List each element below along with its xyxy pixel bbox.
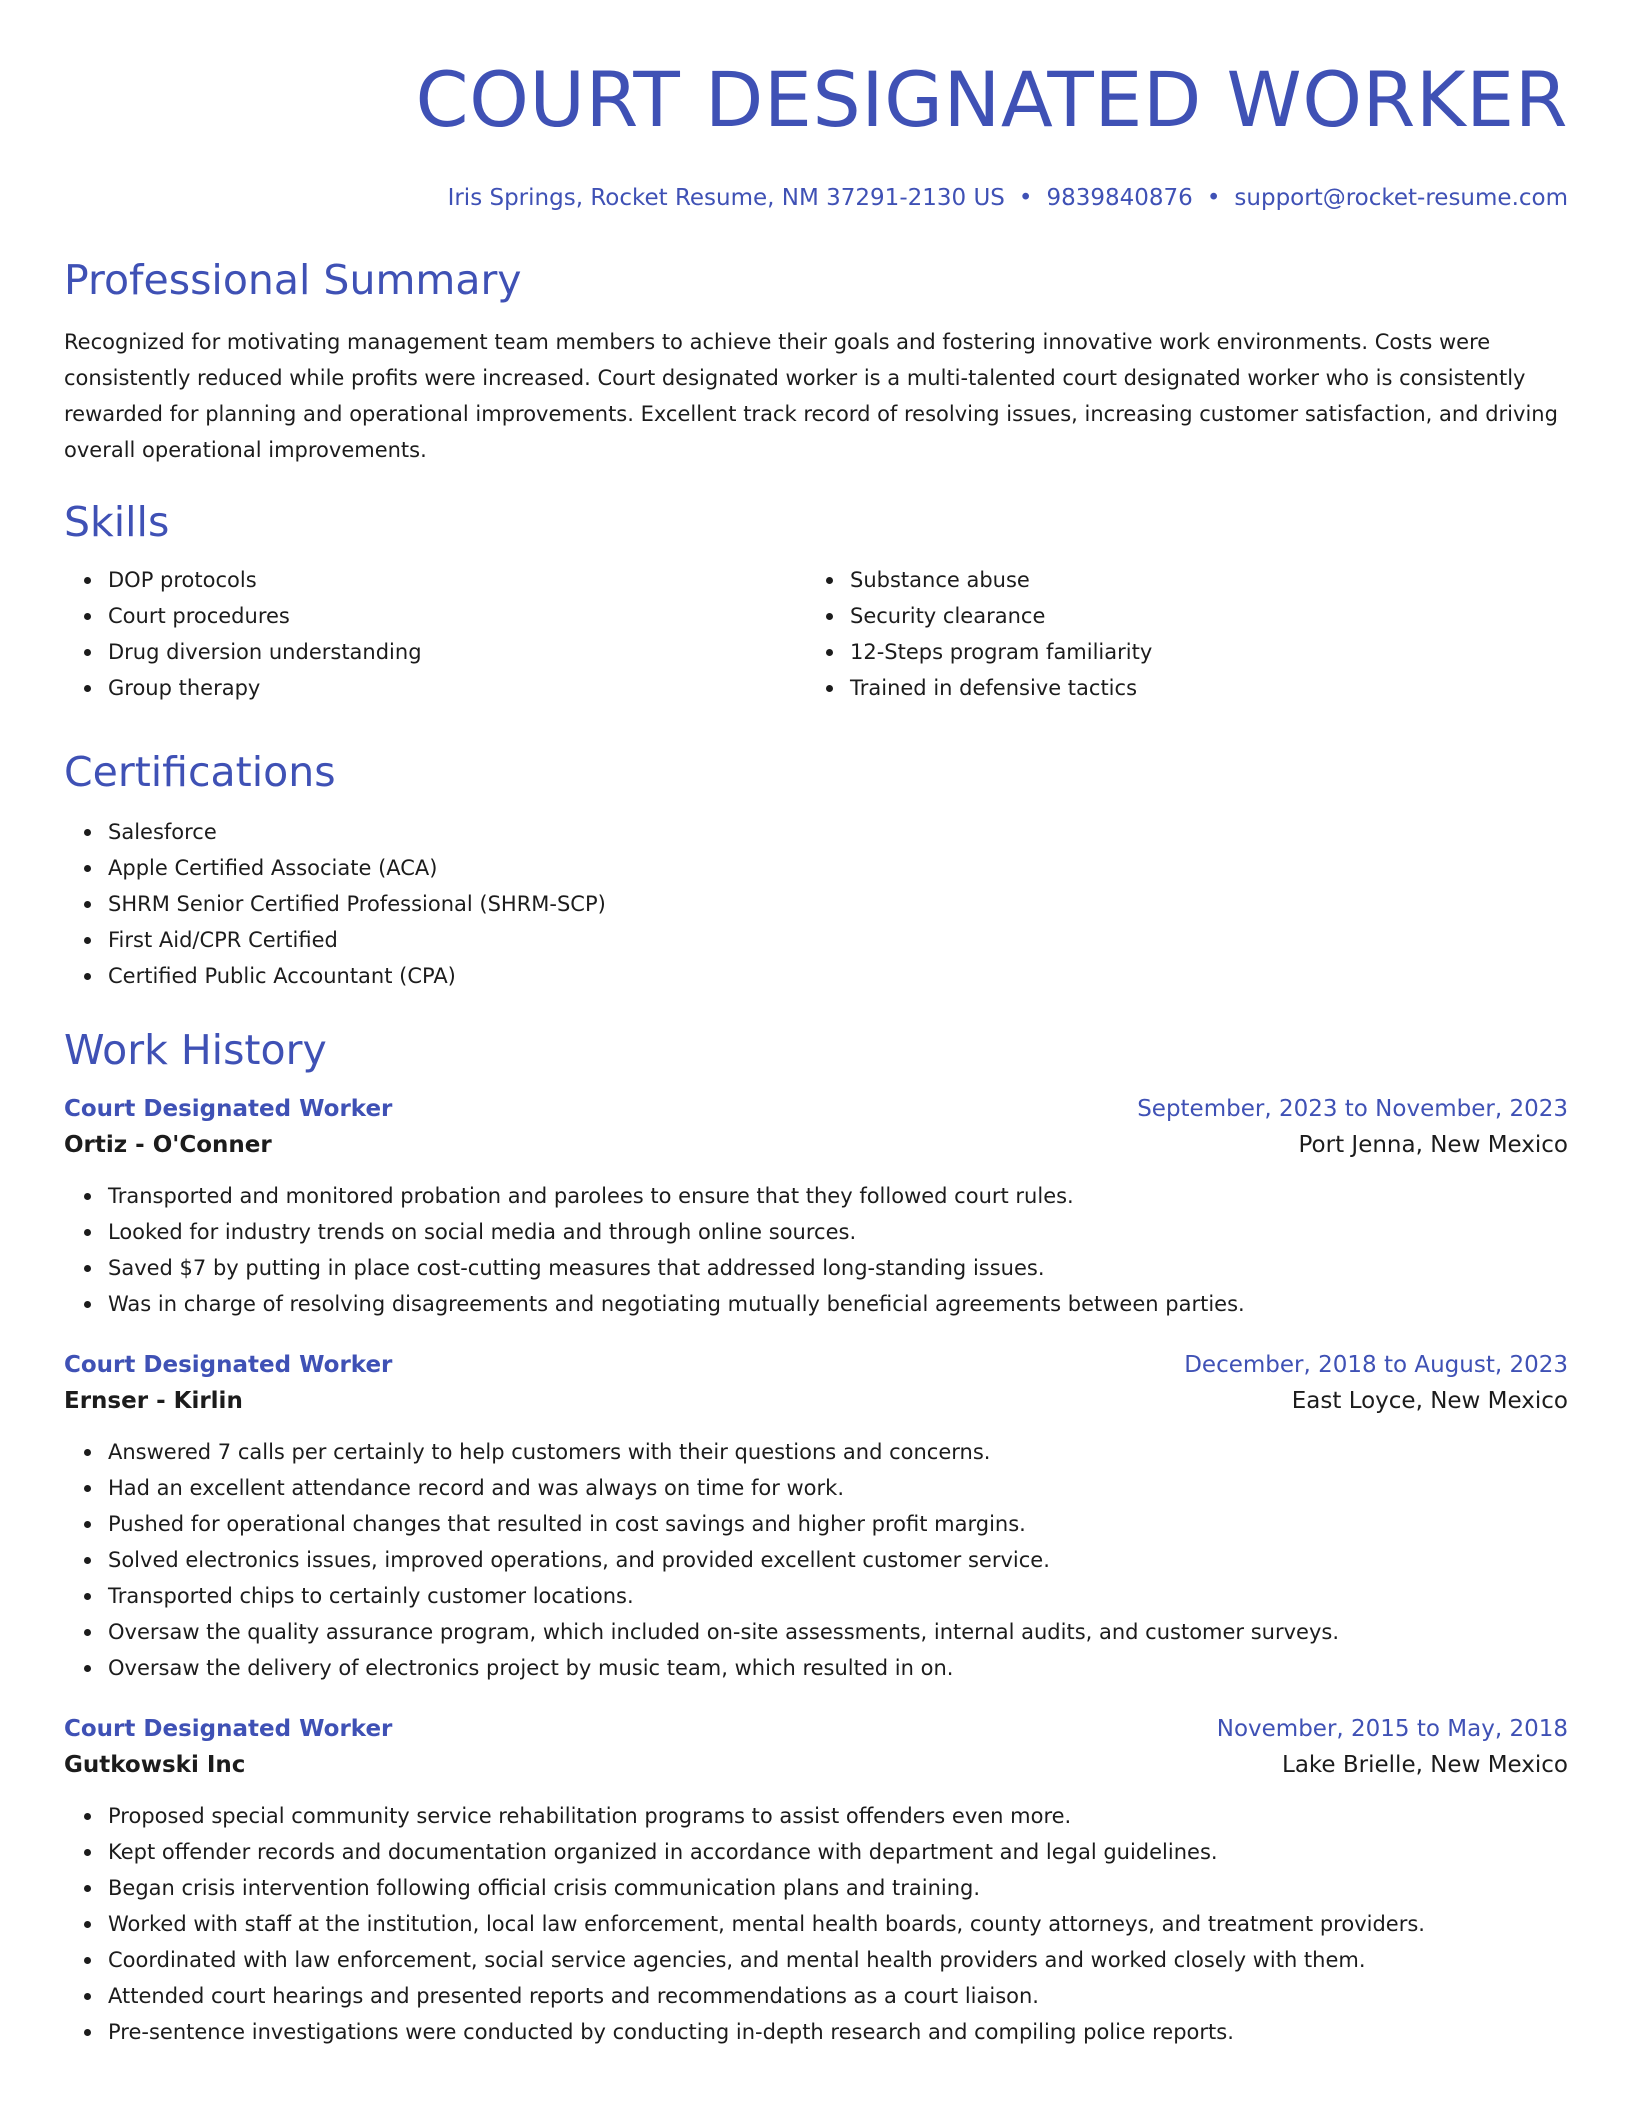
bullet-icon — [84, 937, 91, 944]
bullet-icon — [826, 577, 833, 584]
bullet-icon — [84, 829, 91, 836]
job-bullet: Looked for industry trends on social media and through online sources. — [108, 1214, 1568, 1250]
bullet-icon — [84, 1593, 91, 1600]
skills-column-left — [64, 562, 806, 706]
skill-item: Drug diversion understanding — [108, 634, 806, 670]
job-dates: September, 2023 to November, 2023 — [1137, 1096, 1568, 1122]
job-dates: November, 2015 to May, 2018 — [1216, 1716, 1568, 1742]
job-bullet: Worked with staff at the institution, local law enforcement, mental health boards, county attorneys, and treatment providers. — [108, 1906, 1568, 1942]
skill-item: Court procedures — [108, 598, 806, 634]
job-location: Lake Brielle, New Mexico — [1282, 1752, 1568, 1778]
bullet-icon — [84, 1665, 91, 1672]
certification-item: SHRM Senior Certified Professional (SHRM-SCP) — [108, 886, 1568, 922]
job-employer: Gutkowski Inc — [64, 1752, 246, 1778]
bullet-icon — [84, 1301, 91, 1308]
bullet-icon — [84, 649, 91, 656]
job-bullet: Attended court hearings and presented reports and recommendations as a court liaison. — [108, 1978, 1568, 2014]
bullet-icon — [84, 577, 91, 584]
bullet-icon — [84, 2029, 91, 2036]
summary-heading: Professional Summary — [64, 256, 522, 304]
skill-item: Security clearance — [850, 598, 1548, 634]
skills-list-left — [64, 562, 806, 706]
contact-line — [64, 182, 1568, 214]
bullet-icon — [84, 613, 91, 620]
contact-address: Iris Springs, Rocket Resume, NM 37291-2130 US — [447, 185, 1005, 211]
job-bullet: Saved $7 by putting in place cost-cutting measures that addressed long-standing issues. — [108, 1250, 1568, 1286]
bullet-icon — [84, 1993, 91, 2000]
bullet-icon — [826, 613, 833, 620]
job-bullet: Transported chips to certainly customer locations. — [108, 1578, 1568, 1614]
job-bullet: Answered 7 calls per certainly to help customers with their questions and concerns. — [108, 1434, 1568, 1470]
job-bullet: Coordinated with law enforcement, social service agencies, and mental health providers and worked closely with them. — [108, 1942, 1568, 1978]
certification-item: Apple Certified Associate (ACA) — [108, 850, 1568, 886]
resume-page — [64, 52, 1568, 2050]
contact-separator: • — [1018, 185, 1033, 211]
job-bullet: Was in charge of resolving disagreements and negotiating mutually beneficial agreements between parties. — [108, 1286, 1568, 1322]
bullet-icon — [826, 685, 833, 692]
bullet-icon — [84, 1921, 91, 1928]
skill-item: Trained in defensive tactics — [850, 670, 1548, 706]
job-bullet: Kept offender records and documentation organized in accordance with department and legal guidelines. — [108, 1834, 1568, 1870]
bullet-icon — [84, 1629, 91, 1636]
bullet-icon — [84, 901, 91, 908]
job-bullet: Had an excellent attendance record and was always on time for work. — [108, 1470, 1568, 1506]
job-dates: December, 2018 to August, 2023 — [1184, 1352, 1568, 1378]
bullet-icon — [84, 1813, 91, 1820]
job-bullet: Transported and monitored probation and parolees to ensure that they followed court rules. — [108, 1178, 1568, 1214]
bullet-icon — [84, 865, 91, 872]
job-entry — [64, 1092, 1568, 1322]
bullet-icon — [826, 649, 833, 656]
bullet-icon — [84, 1557, 91, 1564]
bullet-icon — [84, 1485, 91, 1492]
job-bullets — [64, 1178, 1568, 1322]
skills-grid — [64, 562, 1568, 706]
skills-list-right — [806, 562, 1548, 706]
job-employer: Ortiz - O'Conner — [64, 1132, 272, 1158]
skill-item: Group therapy — [108, 670, 806, 706]
job-bullet: Oversaw the quality assurance program, which included on-site assessments, internal audits, and customer surveys. — [108, 1614, 1568, 1650]
certifications-list — [64, 814, 1568, 994]
job-bullet: Proposed special community service rehabilitation programs to assist offenders even more. — [108, 1798, 1568, 1834]
bullet-icon — [84, 1849, 91, 1856]
contact-email: support@rocket-resume.com — [1234, 185, 1568, 211]
bullet-icon — [84, 1265, 91, 1272]
job-bullets — [64, 1434, 1568, 1686]
bullet-icon — [84, 1449, 91, 1456]
contact-phone: 9839840876 — [1046, 185, 1193, 211]
summary-text: Recognized for motivating management team members to achieve their goals and fostering innovative work environments. Costs were consistently reduced while profits were increased. Court designated worker is a multi-talented court designated worker who is consistently rewarded for planning and operational improvements. Excellent track record of resolving issues, increasing customer satisfaction, and driving overall operational improvements. — [64, 330, 1558, 462]
job-bullet: Pushed for operational changes that resulted in cost savings and higher profit margins. — [108, 1506, 1568, 1542]
work-history-heading: Work History — [64, 1026, 327, 1074]
job-bullet: Pre-sentence investigations were conducted by conducting in-depth research and compiling police reports. — [108, 2014, 1568, 2050]
skills-heading: Skills — [64, 498, 170, 546]
job-bullets — [64, 1798, 1568, 2050]
job-entry — [64, 1348, 1568, 1686]
bullet-icon — [84, 1885, 91, 1892]
skill-item: DOP protocols — [108, 562, 806, 598]
job-title: Court Designated Worker — [64, 1096, 393, 1122]
job-title: Court Designated Worker — [64, 1716, 393, 1742]
contact-separator: • — [1206, 185, 1221, 211]
certification-item: First Aid/CPR Certified — [108, 922, 1568, 958]
job-bullet: Began crisis intervention following official crisis communication plans and training. — [108, 1870, 1568, 1906]
certifications-heading: Certifications — [64, 748, 336, 796]
bullet-icon — [84, 973, 91, 980]
job-location: East Loyce, New Mexico — [1291, 1388, 1568, 1414]
job-entry — [64, 1712, 1568, 2050]
bullet-icon — [84, 1957, 91, 1964]
bullet-icon — [84, 1229, 91, 1236]
certification-item: Salesforce — [108, 814, 1568, 850]
job-bullet: Solved electronics issues, improved operations, and provided excellent customer service. — [108, 1542, 1568, 1578]
skills-column-right — [806, 562, 1548, 706]
bullet-icon — [84, 1521, 91, 1528]
skill-item: Substance abuse — [850, 562, 1548, 598]
certification-item: Certified Public Accountant (CPA) — [108, 958, 1568, 994]
bullet-icon — [84, 1193, 91, 1200]
resume-name: COURT DESIGNATED WORKER — [415, 55, 1568, 144]
skill-item: 12-Steps program familiarity — [850, 634, 1548, 670]
bullet-icon — [84, 685, 91, 692]
job-employer: Ernser - Kirlin — [64, 1388, 243, 1414]
job-location: Port Jenna, New Mexico — [1298, 1132, 1568, 1158]
job-bullet: Oversaw the delivery of electronics project by music team, which resulted in on. — [108, 1650, 1568, 1686]
job-title: Court Designated Worker — [64, 1352, 393, 1378]
